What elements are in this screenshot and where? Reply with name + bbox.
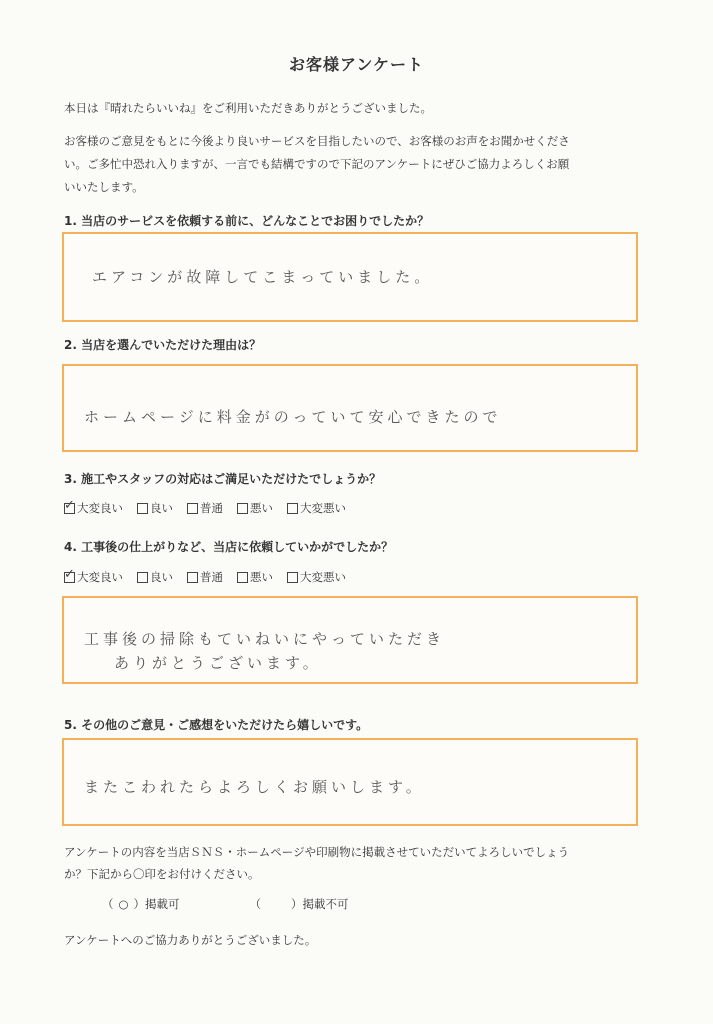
question-5: 5. その他のご意見・ご感想をいただけたら嬉しいです。 [64, 718, 369, 732]
answer-box-5 [62, 738, 638, 826]
checkbox-icon[interactable] [237, 572, 248, 583]
option-average[interactable]: 普通 [187, 500, 223, 516]
answer-box-2 [62, 364, 638, 452]
checkbox-checked-icon[interactable] [64, 503, 75, 514]
option-bad[interactable]: 悪い [237, 569, 273, 585]
intro-line-2b: い。ご多忙中恐れ入りますが、一言でも結構ですので下記のアンケートにぜひご協力よろしくお願 [64, 157, 570, 171]
question-3: 3. 施工やスタッフの対応はご満足いただけたでしょうか？ [64, 472, 382, 486]
question-4: 4. 工事後の仕上がりなど、当店に依頼していかがでしたか？ [64, 540, 394, 554]
option-average[interactable]: 普通 [187, 569, 223, 585]
question-1: 1. 当店のサービスを依頼する前に、どんなことでお困りでしたか？ [64, 214, 430, 228]
answer-5-text: またこわれたらよろしくお願いします。 [84, 778, 425, 796]
option-bad[interactable]: 悪い [237, 500, 273, 516]
consent-line-1: アンケートの内容を当店ＳＮＳ・ホームページや印刷物に掲載させていただいてよろしいでしょう [64, 845, 570, 859]
checkbox-icon[interactable] [237, 503, 248, 514]
checkbox-checked-icon[interactable] [64, 572, 75, 583]
question-2: 2. 当店を選んでいただけた理由は？ [64, 338, 262, 352]
checkbox-icon[interactable] [187, 503, 198, 514]
page-title: お客様アンケート [288, 55, 425, 74]
checkbox-icon[interactable] [187, 572, 198, 583]
consent-ng[interactable]: （ ）掲載不可 [249, 897, 349, 911]
intro-line-1: 本日は『晴れたらいいね』をご利用いただきありがとうございました。 [64, 101, 432, 115]
option-very-good[interactable]: ✓ 大変良い [64, 500, 123, 516]
checkbox-icon[interactable] [137, 503, 148, 514]
intro-line-2a: お客様のご意見をもとに今後より良いサービスを目指したいので、お客様のお声をお聞かせくださ [64, 134, 570, 148]
rating-options-4 [64, 569, 346, 585]
rating-options-3 [64, 500, 346, 516]
option-good[interactable]: 良い [137, 500, 173, 516]
answer-4-line-2: ありがとうございます。 [114, 654, 322, 672]
consent-options [102, 896, 349, 912]
answer-2-text: ホームページに料金がのっていて安心できたので [84, 408, 502, 426]
intro-line-2c: いいたします。 [64, 180, 144, 194]
checkbox-icon[interactable] [287, 572, 298, 583]
option-very-good[interactable]: ✓ 大変良い [64, 569, 123, 585]
option-very-bad[interactable]: 大変悪い [287, 500, 346, 516]
circle-mark-icon: ○ [118, 897, 129, 911]
answer-1-text: エアコンが故障してこまっていました。 [92, 268, 434, 286]
consent-line-2: か？下記から〇印をお付けください。 [64, 867, 260, 881]
consent-ok-label: 掲載可 [145, 897, 180, 911]
option-good[interactable]: 良い [137, 569, 173, 585]
answer-4-line-1: 工事後の掃除もていねいにやっていただき [84, 630, 446, 648]
consent-ng-label: 掲載不可 [302, 897, 349, 911]
answer-box-4 [62, 596, 638, 684]
closing-text: アンケートへのご協力ありがとうございました。 [64, 933, 317, 947]
answer-box-1 [62, 232, 638, 322]
checkbox-icon[interactable] [137, 572, 148, 583]
consent-ok[interactable]: （ ○ ）掲載可 [102, 897, 180, 911]
checkbox-icon[interactable] [287, 503, 298, 514]
option-very-bad[interactable]: 大変悪い [287, 569, 346, 585]
